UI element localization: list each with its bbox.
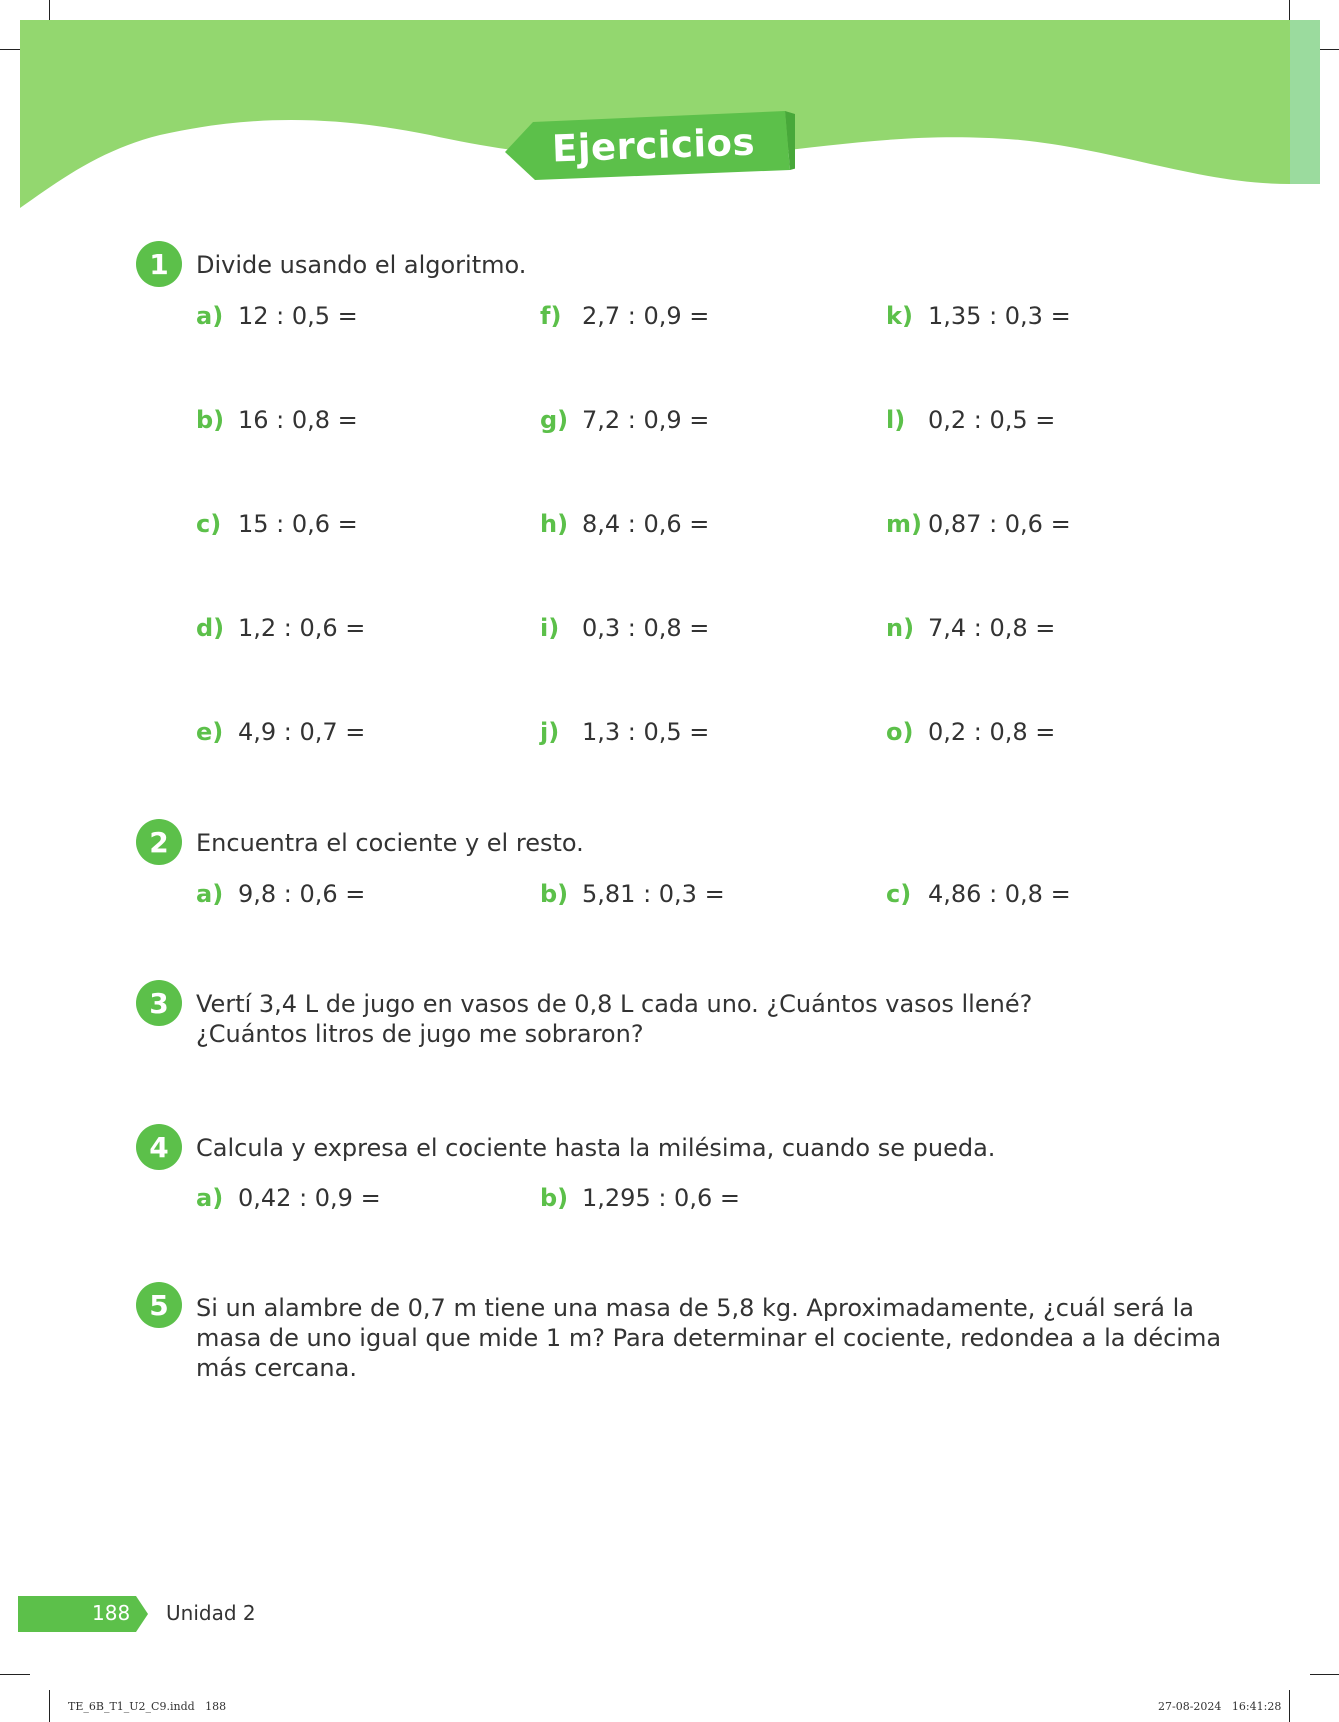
item-expression: 0,3 : 0,8 = — [582, 614, 710, 642]
crop-mark — [1289, 1690, 1290, 1722]
page-title: Ejercicios — [551, 120, 756, 171]
exercise-item — [196, 718, 365, 746]
exercise-instruction — [196, 1293, 1221, 1383]
item-expression: 1,2 : 0,6 = — [238, 614, 366, 642]
instruction-line: masa de uno igual que mide 1 m? Para determinar el cociente, redondea a la décima — [196, 1324, 1222, 1352]
item-expression: 0,42 : 0,9 = — [238, 1184, 381, 1212]
item-expression: 1,3 : 0,5 = — [582, 718, 710, 746]
exercise-number-badge: 5 — [136, 1282, 182, 1328]
exercise-number-badge: 2 — [136, 819, 182, 865]
item-label: d) — [196, 614, 225, 642]
item-label: b) — [196, 406, 225, 434]
exercise-item — [196, 880, 365, 908]
item-label: j) — [540, 718, 560, 746]
exercise-item — [196, 510, 358, 538]
item-expression: 8,4 : 0,6 = — [582, 510, 710, 538]
item-expression: 1,35 : 0,3 = — [928, 302, 1071, 330]
item-label: o) — [886, 718, 914, 746]
item-label: k) — [886, 302, 913, 330]
item-expression: 7,4 : 0,8 = — [928, 614, 1056, 642]
item-label: a) — [196, 1184, 224, 1212]
exercise-item — [886, 614, 1055, 642]
exercise-item — [196, 302, 358, 330]
item-expression: 12 : 0,5 = — [238, 302, 358, 330]
item-label: c) — [886, 880, 912, 908]
exercise-item — [540, 302, 709, 330]
exercise-number-badge: 3 — [136, 980, 182, 1026]
exercise-item — [196, 614, 365, 642]
exercise-item — [196, 406, 358, 434]
exercise-item — [886, 718, 1055, 746]
item-expression: 5,81 : 0,3 = — [582, 880, 725, 908]
exercise-instruction: Encuentra el cociente y el resto. — [196, 829, 584, 857]
item-label: m) — [886, 510, 922, 538]
exercise-instruction: Divide usando el algoritmo. — [196, 251, 527, 279]
item-expression: 4,9 : 0,7 = — [238, 718, 366, 746]
exercise-item — [540, 880, 725, 908]
item-expression: 15 : 0,6 = — [238, 510, 358, 538]
timestamp: 27-08-2024 16:41:28 — [1158, 1700, 1282, 1713]
exercise-item — [196, 1184, 381, 1212]
item-label: n) — [886, 614, 915, 642]
exercise-number-badge: 4 — [136, 1124, 182, 1170]
item-expression: 0,2 : 0,5 = — [928, 406, 1056, 434]
item-expression: 9,8 : 0,6 = — [238, 880, 366, 908]
item-expression: 7,2 : 0,9 = — [582, 406, 710, 434]
exercise-item — [540, 406, 709, 434]
item-label: g) — [540, 406, 569, 434]
item-label: b) — [540, 1184, 569, 1212]
crop-mark — [0, 1674, 30, 1675]
item-label: f) — [540, 302, 562, 330]
instruction-line: ¿Cuántos litros de jugo me sobraron? — [196, 1020, 644, 1048]
item-expression: 16 : 0,8 = — [238, 406, 358, 434]
item-expression: 0,2 : 0,8 = — [928, 718, 1056, 746]
crop-mark — [49, 1690, 50, 1722]
instruction-line: Si un alambre de 0,7 m tiene una masa de 5,8 kg. Aproximadamente, ¿cuál será la — [196, 1294, 1195, 1322]
item-expression: 0,87 : 0,6 = — [928, 510, 1071, 538]
exercise-item — [540, 510, 709, 538]
unit-label: Unidad 2 — [166, 1601, 256, 1625]
exercise-item — [886, 880, 1071, 908]
item-label: a) — [196, 302, 224, 330]
exercise-number-badge: 1 — [136, 241, 182, 287]
item-label: h) — [540, 510, 569, 538]
item-label: i) — [540, 614, 560, 642]
item-label: b) — [540, 880, 569, 908]
item-label: e) — [196, 718, 224, 746]
exercise-instruction — [196, 989, 1032, 1049]
exercise-item — [540, 1184, 740, 1212]
page-number: 188 — [92, 1601, 131, 1625]
exercise-item — [886, 510, 1071, 538]
exercise-item — [886, 406, 1055, 434]
instruction-line: Vertí 3,4 L de jugo en vasos de 0,8 L cada uno. ¿Cuántos vasos llené? — [196, 990, 1033, 1018]
item-expression: 4,86 : 0,8 = — [928, 880, 1071, 908]
item-label: a) — [196, 880, 224, 908]
exercise-item — [886, 302, 1071, 330]
exercise-item — [540, 718, 709, 746]
instruction-line: más cercana. — [196, 1354, 357, 1382]
item-label: c) — [196, 510, 222, 538]
item-expression: 1,295 : 0,6 = — [582, 1184, 740, 1212]
file-slug: TE_6B_T1_U2_C9.indd 188 — [68, 1700, 227, 1713]
item-expression: 2,7 : 0,9 = — [582, 302, 710, 330]
crop-mark — [1310, 1674, 1339, 1675]
item-label: l) — [886, 406, 906, 434]
exercise-item — [540, 614, 709, 642]
exercise-instruction: Calcula y expresa el cociente hasta la milésima, cuando se pueda. — [196, 1134, 996, 1162]
